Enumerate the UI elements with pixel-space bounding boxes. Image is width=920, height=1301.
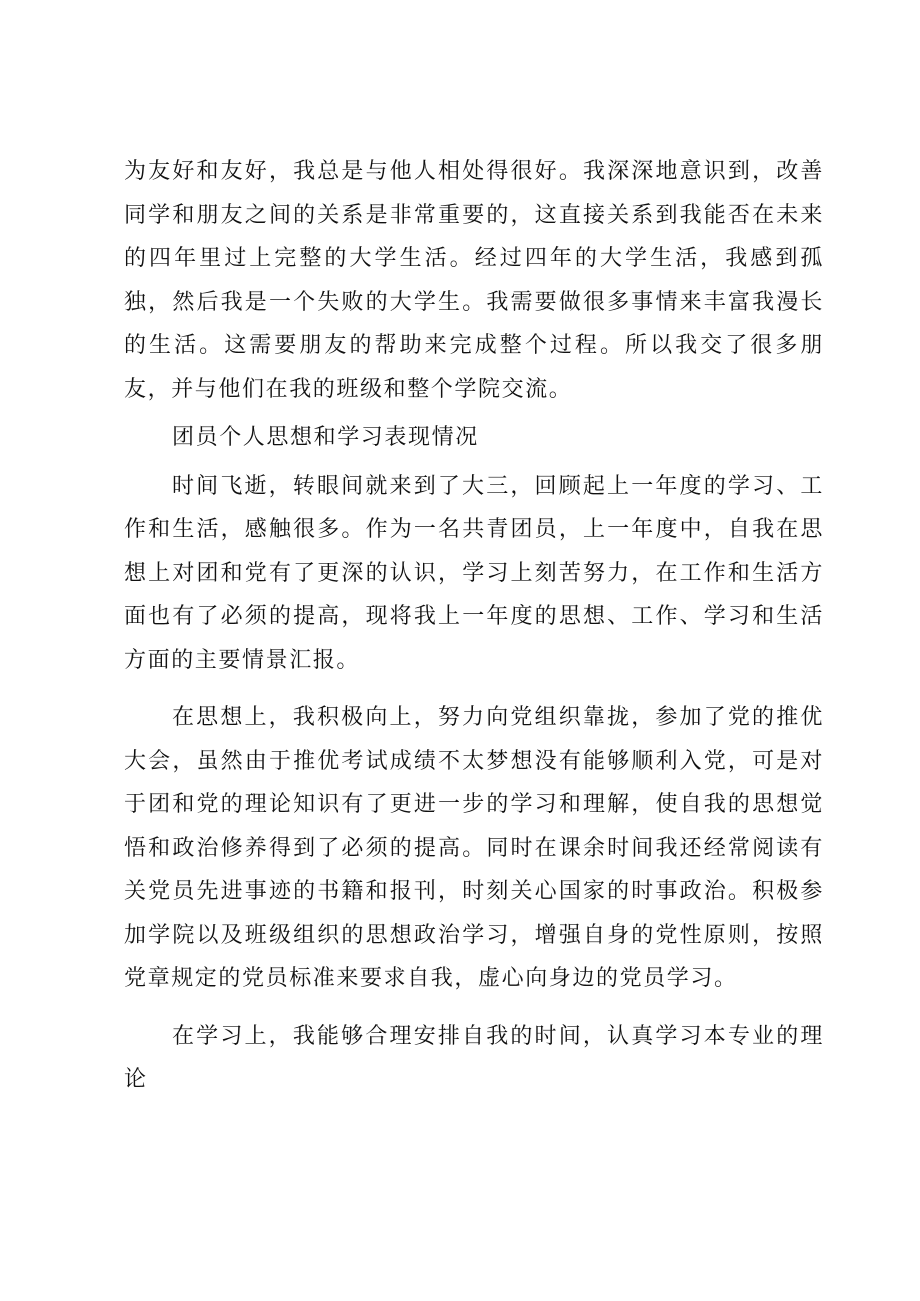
paragraph-intro: 时间飞逝，转眼间就来到了大三，回顾起上一年度的学习、工作和生活，感触很多。作为一名共青团员，上一年度中，自我在思想上对团和党有了更深的认识，学习上刻苦努力，在工作和生活方面也有了必须的提高，现将我上一年度的思想、工作、学习和生活方面的主要情景汇报。	[124, 473, 824, 673]
paragraph-study: 在学习上，我能够合理安排自我的时间，认真学习本专业的理论	[124, 1023, 824, 1092]
document-body	[124, 150, 824, 1102]
paragraph-thought: 在思想上，我积极向上，努力向党组织靠拢，参加了党的推优大会，虽然由于推优考试成绩不太梦想没有能够顺利入党，可是对于团和党的理论知识有了更进一步的学习和理解，使自我的思想觉悟和政治修养得到了必须的提高。同时在课余时间我还经常阅读有关党员先进事迹的书籍和报刊，时刻关心国家的时事政治。积极参加学院以及班级组织的思想政治学习，增强自身的党性原则，按照党章规定的党员标准来要求自我，虚心向身边的党员学习。	[124, 705, 824, 991]
paragraph-continuation: 为友好和友好，我总是与他人相处得很好。我深深地意识到，改善同学和朋友之间的关系是非常重要的，这直接关系到我能否在未来的四年里过上完整的大学生活。经过四年的大学生活，我感到孤独，然后我是一个失败的大学生。我需要做很多事情来丰富我漫长的生活。这需要朋友的帮助来完成整个过程。所以我交了很多朋友，并与他们在我的班级和整个学院交流。	[124, 159, 824, 402]
section-heading: 团员个人思想和学习表现情况	[172, 425, 479, 450]
